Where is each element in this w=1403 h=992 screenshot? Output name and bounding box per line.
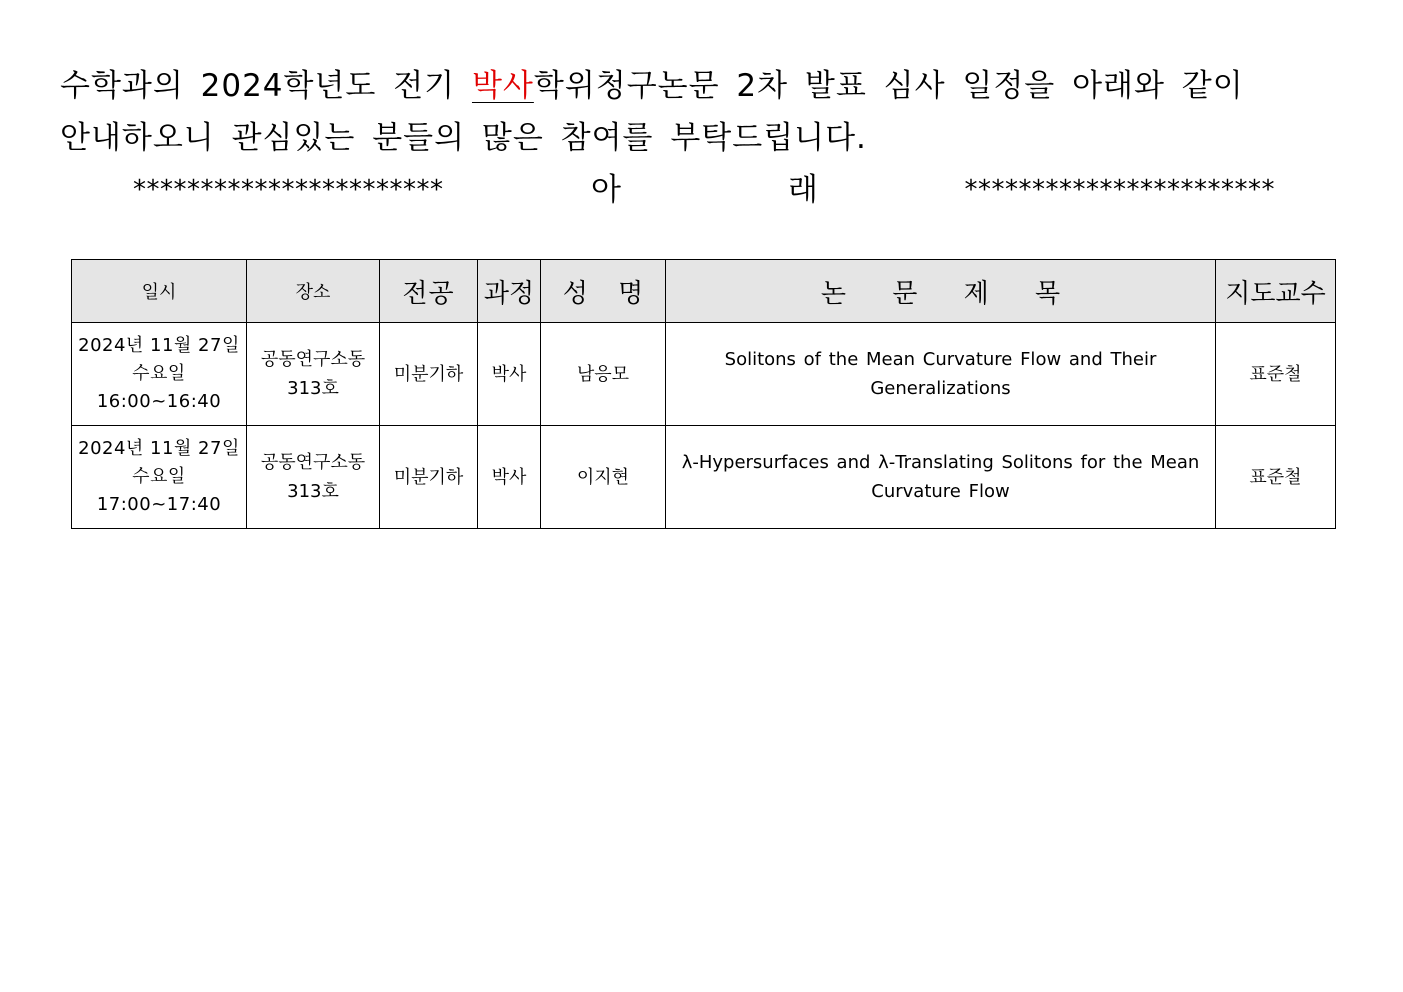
place-room: 313호 bbox=[287, 378, 339, 399]
header-course: 과정 bbox=[478, 260, 541, 323]
place-cell bbox=[247, 426, 380, 529]
divider-stars-right: *********************** bbox=[964, 175, 1275, 205]
major-cell: 미분기하 bbox=[380, 426, 478, 529]
divider-word-2: 래 bbox=[788, 172, 818, 208]
place-building: 공동연구소동 bbox=[260, 452, 366, 473]
weekday-text: 수요일 bbox=[132, 466, 186, 487]
datetime-cell bbox=[72, 426, 247, 529]
time-text: 16:00~16:40 bbox=[96, 391, 222, 412]
date-text: 2024년 11월 27일 bbox=[78, 335, 240, 356]
announcement-line-1-start: 수학과의 2024학년도 전기 bbox=[60, 68, 472, 104]
advisor-cell: 표준철 bbox=[1216, 323, 1336, 426]
major-cell: 미분기하 bbox=[380, 323, 478, 426]
announcement-line-2: 안내하오니 관심있는 분들의 많은 참여를 부탁드립니다. bbox=[60, 120, 867, 156]
table-row bbox=[72, 323, 1336, 426]
course-cell: 박사 bbox=[478, 426, 541, 529]
section-divider bbox=[133, 168, 1275, 212]
divider-word-1: 아 bbox=[591, 172, 621, 208]
course-cell: 박사 bbox=[478, 323, 541, 426]
header-title: 논 문 제 목 bbox=[666, 260, 1216, 323]
paper-title-cell: Solitons of the Mean Curvature Flow and Their Generalizations bbox=[666, 323, 1216, 426]
doctoral-highlight: 박사 bbox=[471, 68, 534, 104]
place-cell bbox=[247, 323, 380, 426]
date-text: 2024년 11월 27일 bbox=[78, 438, 240, 459]
datetime-cell bbox=[72, 323, 247, 426]
place-room: 313호 bbox=[287, 481, 339, 502]
header-name: 성 명 bbox=[541, 260, 666, 323]
name-cell: 남응모 bbox=[541, 323, 666, 426]
schedule-table bbox=[71, 259, 1336, 529]
time-text: 17:00~17:40 bbox=[96, 494, 222, 515]
header-advisor: 지도교수 bbox=[1216, 260, 1336, 323]
paper-title-cell: λ-Hypersurfaces and λ-Translating Solitons for the Mean Curvature Flow bbox=[666, 426, 1216, 529]
divider-stars-left: *********************** bbox=[133, 175, 444, 205]
announcement-text bbox=[60, 60, 1300, 164]
header-major: 전공 bbox=[380, 260, 478, 323]
header-datetime: 일시 bbox=[72, 260, 247, 323]
place-building: 공동연구소동 bbox=[260, 349, 366, 370]
weekday-text: 수요일 bbox=[132, 363, 186, 384]
name-cell: 이지현 bbox=[541, 426, 666, 529]
table-row bbox=[72, 426, 1336, 529]
table-header-row bbox=[72, 260, 1336, 323]
advisor-cell: 표준철 bbox=[1216, 426, 1336, 529]
header-place: 장소 bbox=[247, 260, 380, 323]
announcement-line-1 bbox=[60, 60, 1300, 112]
announcement-line-1-end: 학위청구논문 2차 발표 심사 일정을 아래와 같이 bbox=[533, 68, 1244, 104]
